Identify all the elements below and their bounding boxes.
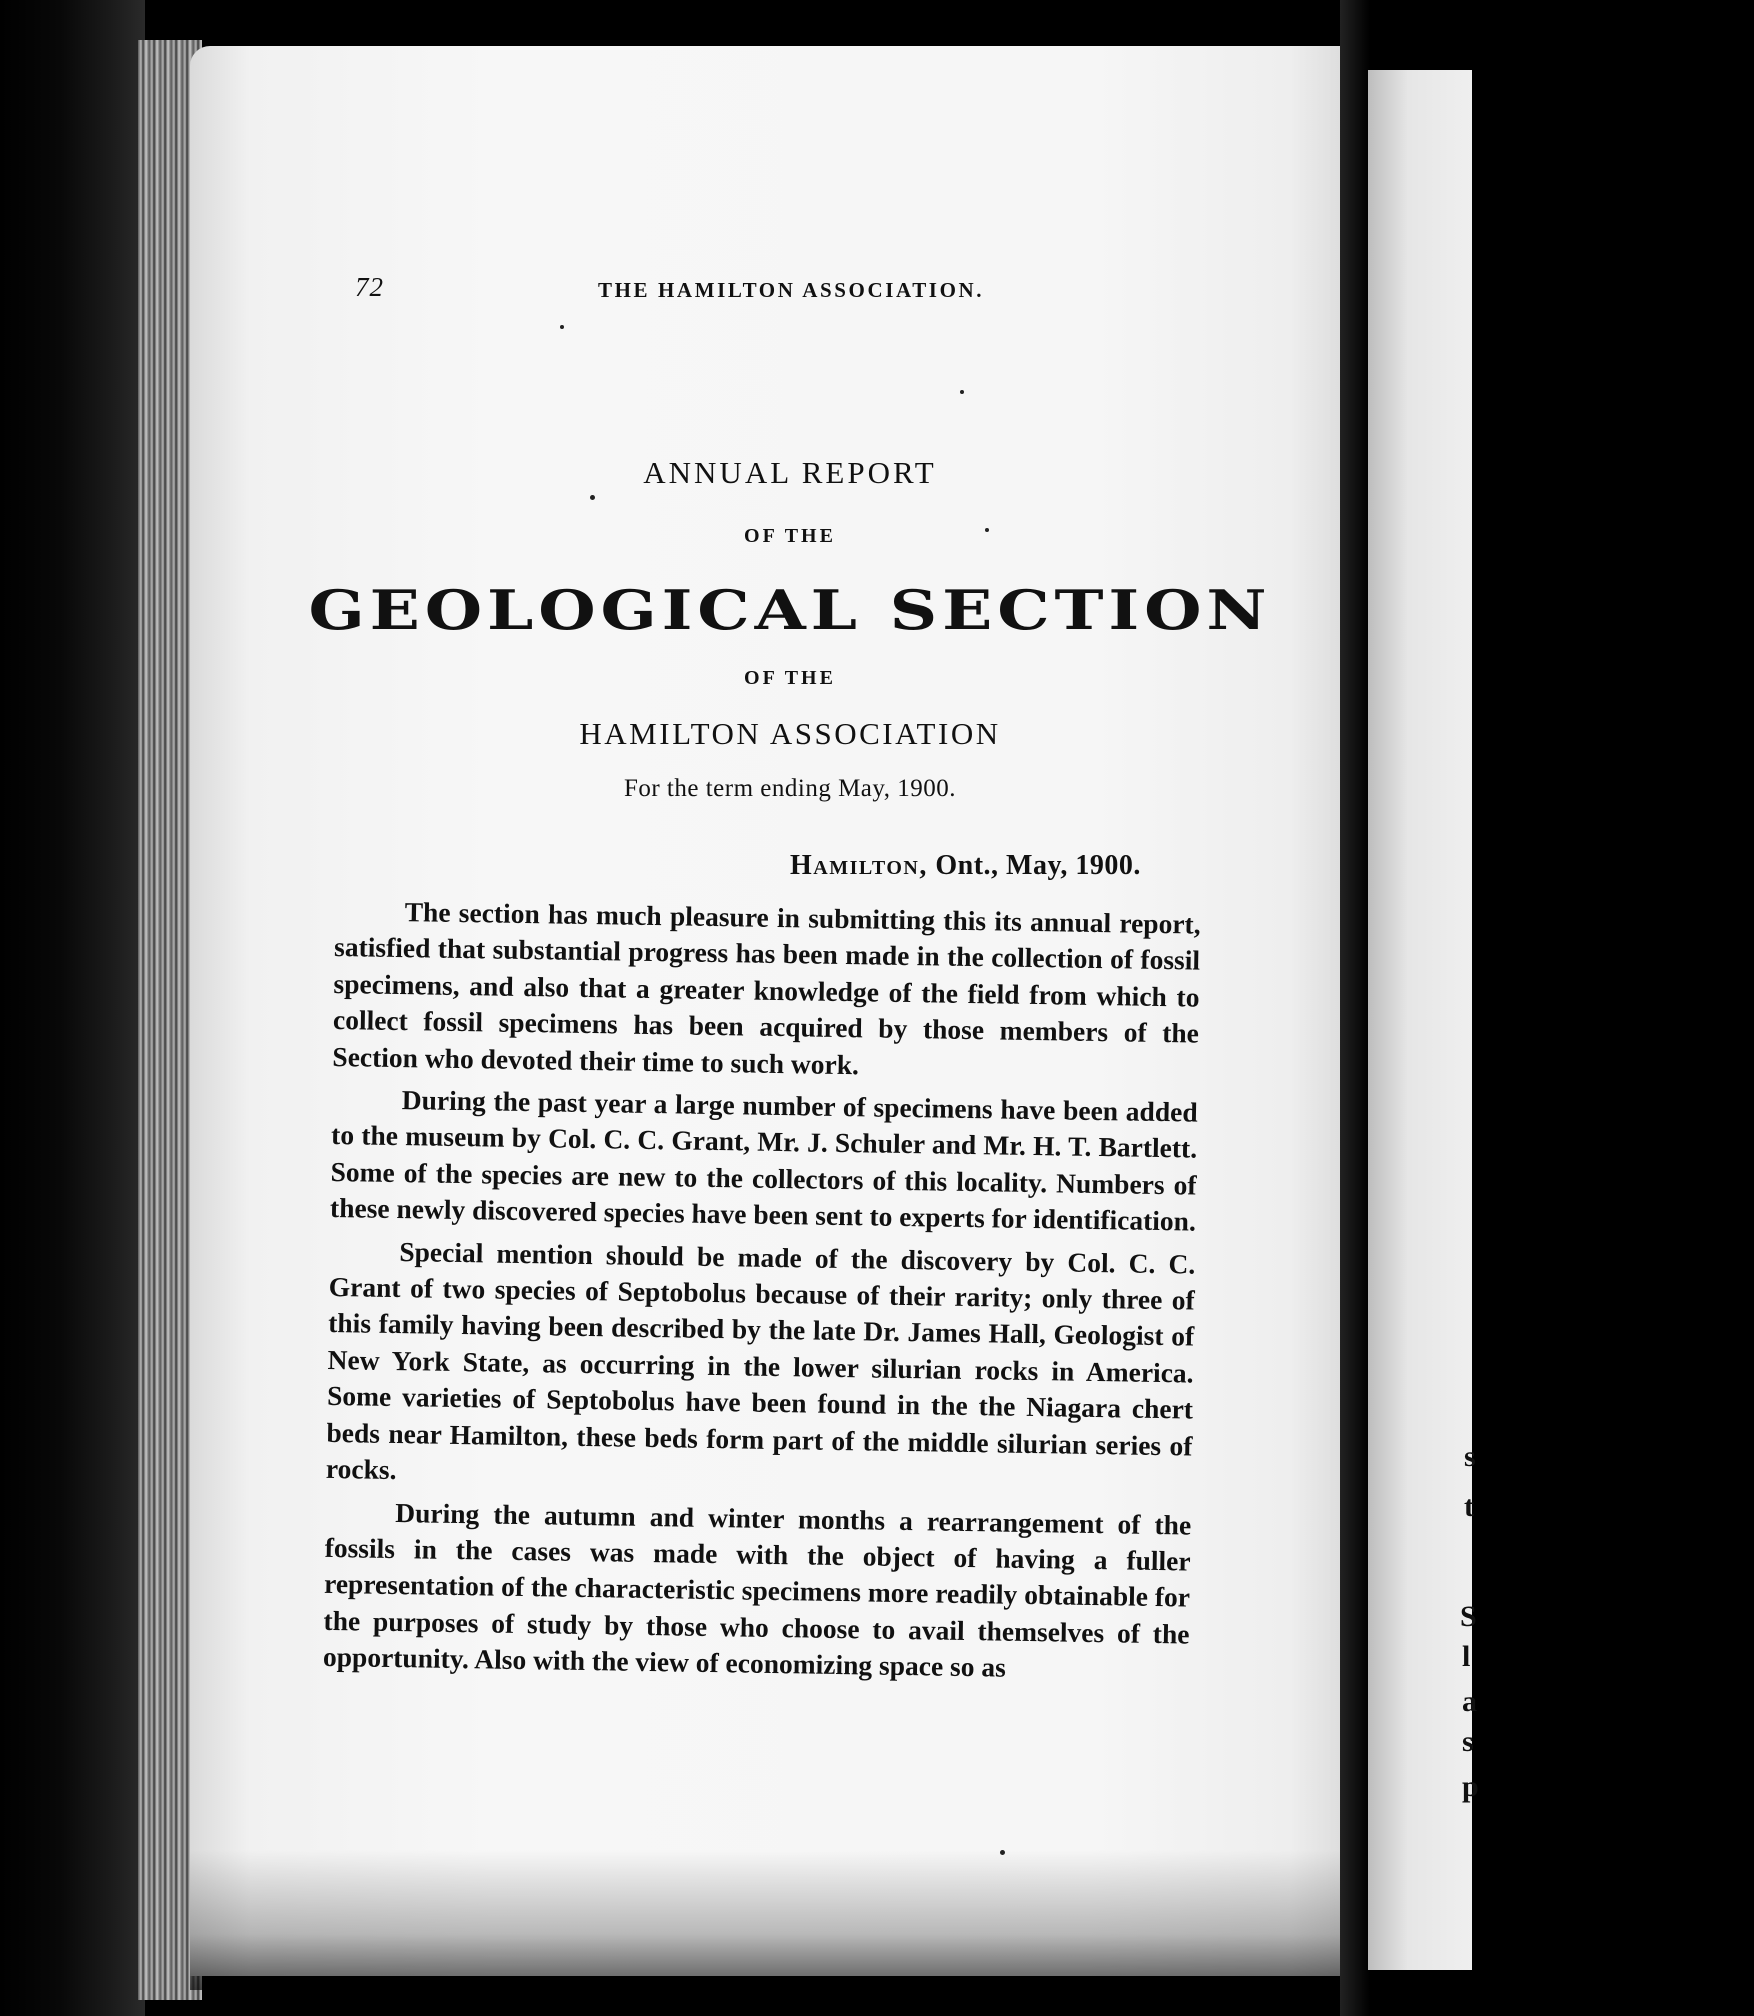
paragraph: The section has much pleasure in submitting this its annual report, satisfied that substantial progress has been made in the collection of fossil specimens, and also that a greater knowledge of the field from which to collect fossil specimens has been acquired by those members of the Section who devoted their time to such work. — [332, 896, 1201, 1080]
report-body — [323, 893, 1201, 1689]
next-page-letter: t — [1464, 1490, 1474, 1523]
term-line: For the term ending May, 1900. — [623, 775, 957, 802]
next-page-letter: s — [1464, 1440, 1476, 1473]
next-page-letter: S — [1460, 1600, 1477, 1633]
next-page-letter: s — [1462, 1725, 1474, 1758]
next-page-letter: l — [1462, 1640, 1471, 1673]
dateline-date: Ont., May, 1900. — [927, 850, 1141, 881]
running-head: THE HAMILTON ASSOCIATION. — [598, 278, 985, 302]
next-page-letter: p — [1462, 1770, 1479, 1803]
paragraph: During the past year a large number of specimens have been added to the museum by Col. C. C. Grant, Mr. J. Schuler and Mr. H. T. Bartlett. Some of the species are new to the collectors of this locality. Numbers of these newly discovered species have been sent to experts for identification. — [329, 1084, 1198, 1237]
section-title: GEOLOGICAL SECTION — [308, 578, 1272, 642]
dateline — [790, 850, 1141, 882]
page-number: 72 — [355, 272, 384, 302]
dateline-place: Hamilton, — [790, 850, 928, 881]
paragraph: During the autumn and winter months a rearrangement of the fossils in the cases was made with the object of having a fuller representation of the characteristic specimens more readily obtainable for the purposes of study by those who choose to avail themselves of the opportunity. Also with the view of economizing space so as — [322, 1496, 1192, 1683]
title-connector: OF THE — [744, 525, 836, 547]
title-connector: OF THE — [744, 667, 836, 689]
next-page-letter: a — [1462, 1685, 1477, 1718]
paragraph: Special mention should be made of the discovery by Col. C. C. Grant of two species of Septobolus because of their rarity; only three of this family having been described by the late Dr. James Hall, Geologist of New York State, as occurring in the lower silurian rocks in America. Some varieties of Septobolus have been found in the the Niagara chert beds near Hamilton, these beds form part of the middle silurian series of rocks. — [325, 1235, 1196, 1486]
report-title: ANNUAL REPORT — [643, 455, 937, 490]
association-title: HAMILTON ASSOCIATION — [579, 716, 1001, 751]
